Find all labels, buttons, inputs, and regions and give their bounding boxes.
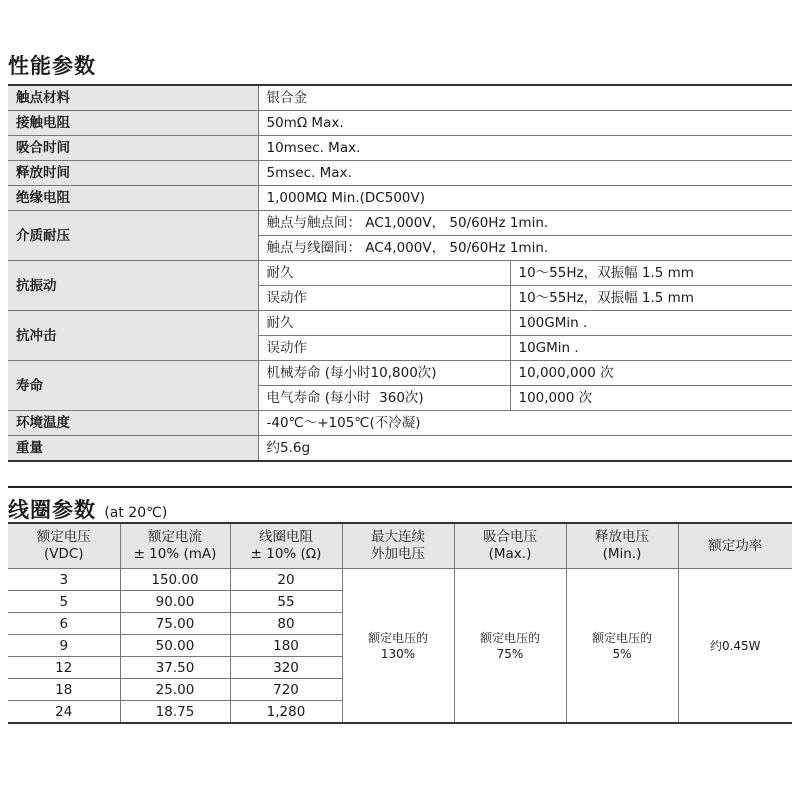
cell-voltage: 6 (8, 613, 120, 635)
header-rated-power: 额定功率 (678, 523, 792, 569)
row-label: 绝缘电阻 (8, 186, 258, 211)
cell-resistance: 180 (230, 635, 342, 657)
cell-resistance: 55 (230, 591, 342, 613)
cell-current: 75.00 (120, 613, 230, 635)
row-label: 释放时间 (8, 161, 258, 186)
table-row (8, 111, 792, 136)
header-rated-voltage: 额定电压 (VDC) (8, 523, 120, 569)
cell-resistance: 80 (230, 613, 342, 635)
row-subname: 电气寿命 (每小时 360次) (258, 386, 510, 411)
cell-current: 18.75 (120, 701, 230, 724)
row-value: 1,000MΩ Min.(DC500V) (258, 186, 792, 211)
header-rated-current: 额定电流 ± 10% (mA) (120, 523, 230, 569)
cell-release-voltage: 额定电压的 5% (566, 569, 678, 724)
cell-voltage: 5 (8, 591, 120, 613)
cell-current: 37.50 (120, 657, 230, 679)
header-pickup-voltage: 吸合电压 (Max.) (454, 523, 566, 569)
header-coil-resistance: 线圈电阻 ± 10% (Ω) (230, 523, 342, 569)
cell-current: 50.00 (120, 635, 230, 657)
table-row (8, 569, 792, 591)
table-row (8, 211, 792, 236)
cell-pickup-voltage: 额定电压的 75% (454, 569, 566, 724)
row-label: 吸合时间 (8, 136, 258, 161)
cell-resistance: 20 (230, 569, 342, 591)
header-release-voltage: 释放电压 (Min.) (566, 523, 678, 569)
row-subname: 耐久 (258, 311, 510, 336)
cell-current: 25.00 (120, 679, 230, 701)
row-label: 接触电阻 (8, 111, 258, 136)
table-row (8, 311, 792, 336)
row-value: -40℃～+105℃(不冷凝) (258, 411, 792, 436)
table-row (8, 436, 792, 462)
cell-voltage: 18 (8, 679, 120, 701)
cell-current: 150.00 (120, 569, 230, 591)
coil-table (8, 522, 792, 724)
section-subtitle: (at 20℃) (104, 505, 168, 521)
row-value: 触点与触点间： AC1,000V， 50/60Hz 1min. (258, 211, 792, 236)
cell-rated-power: 约0.45W (678, 569, 792, 724)
row-label: 抗振动 (8, 261, 258, 311)
row-label: 寿命 (8, 361, 258, 411)
row-value: 约5.6g (258, 436, 792, 462)
cell-max-voltage: 额定电压的 130% (342, 569, 454, 724)
row-label: 触点材料 (8, 85, 258, 111)
table-row (8, 411, 792, 436)
row-label: 介质耐压 (8, 211, 258, 261)
row-value: 50mΩ Max. (258, 111, 792, 136)
row-value: 10GMin . (510, 336, 792, 361)
row-value: 触点与线圈间： AC4,000V， 50/60Hz 1min. (258, 236, 792, 261)
header-max-voltage: 最大连续 外加电压 (342, 523, 454, 569)
row-value: 银合金 (258, 85, 792, 111)
table-header-row (8, 523, 792, 569)
row-subname: 耐久 (258, 261, 510, 286)
row-value: 10～55Hz，双振幅 1.5 mm (510, 286, 792, 311)
row-value: 10～55Hz，双振幅 1.5 mm (510, 261, 792, 286)
cell-voltage: 9 (8, 635, 120, 657)
section-divider (8, 486, 792, 488)
performance-table (8, 84, 792, 462)
table-row (8, 136, 792, 161)
row-label: 环境温度 (8, 411, 258, 436)
table-row (8, 85, 792, 111)
table-row (8, 261, 792, 286)
cell-voltage: 12 (8, 657, 120, 679)
row-value: 100,000 次 (510, 386, 792, 411)
row-value: 10,000,000 次 (510, 361, 792, 386)
row-label: 抗冲击 (8, 311, 258, 361)
cell-voltage: 24 (8, 701, 120, 724)
row-subname: 机械寿命 (每小时10,800次) (258, 361, 510, 386)
row-label: 重量 (8, 436, 258, 462)
cell-voltage: 3 (8, 569, 120, 591)
section-title-performance: 性能参数 (8, 54, 96, 78)
row-subname: 误动作 (258, 336, 510, 361)
cell-current: 90.00 (120, 591, 230, 613)
row-subname: 误动作 (258, 286, 510, 311)
row-value: 10msec. Max. (258, 136, 792, 161)
row-value: 5msec. Max. (258, 161, 792, 186)
cell-resistance: 1,280 (230, 701, 342, 724)
row-value: 100GMin . (510, 311, 792, 336)
cell-resistance: 720 (230, 679, 342, 701)
table-row (8, 361, 792, 386)
section-title-coil: 线圈参数 (at 20℃) (8, 498, 168, 522)
table-row (8, 161, 792, 186)
table-row (8, 186, 792, 211)
cell-resistance: 320 (230, 657, 342, 679)
